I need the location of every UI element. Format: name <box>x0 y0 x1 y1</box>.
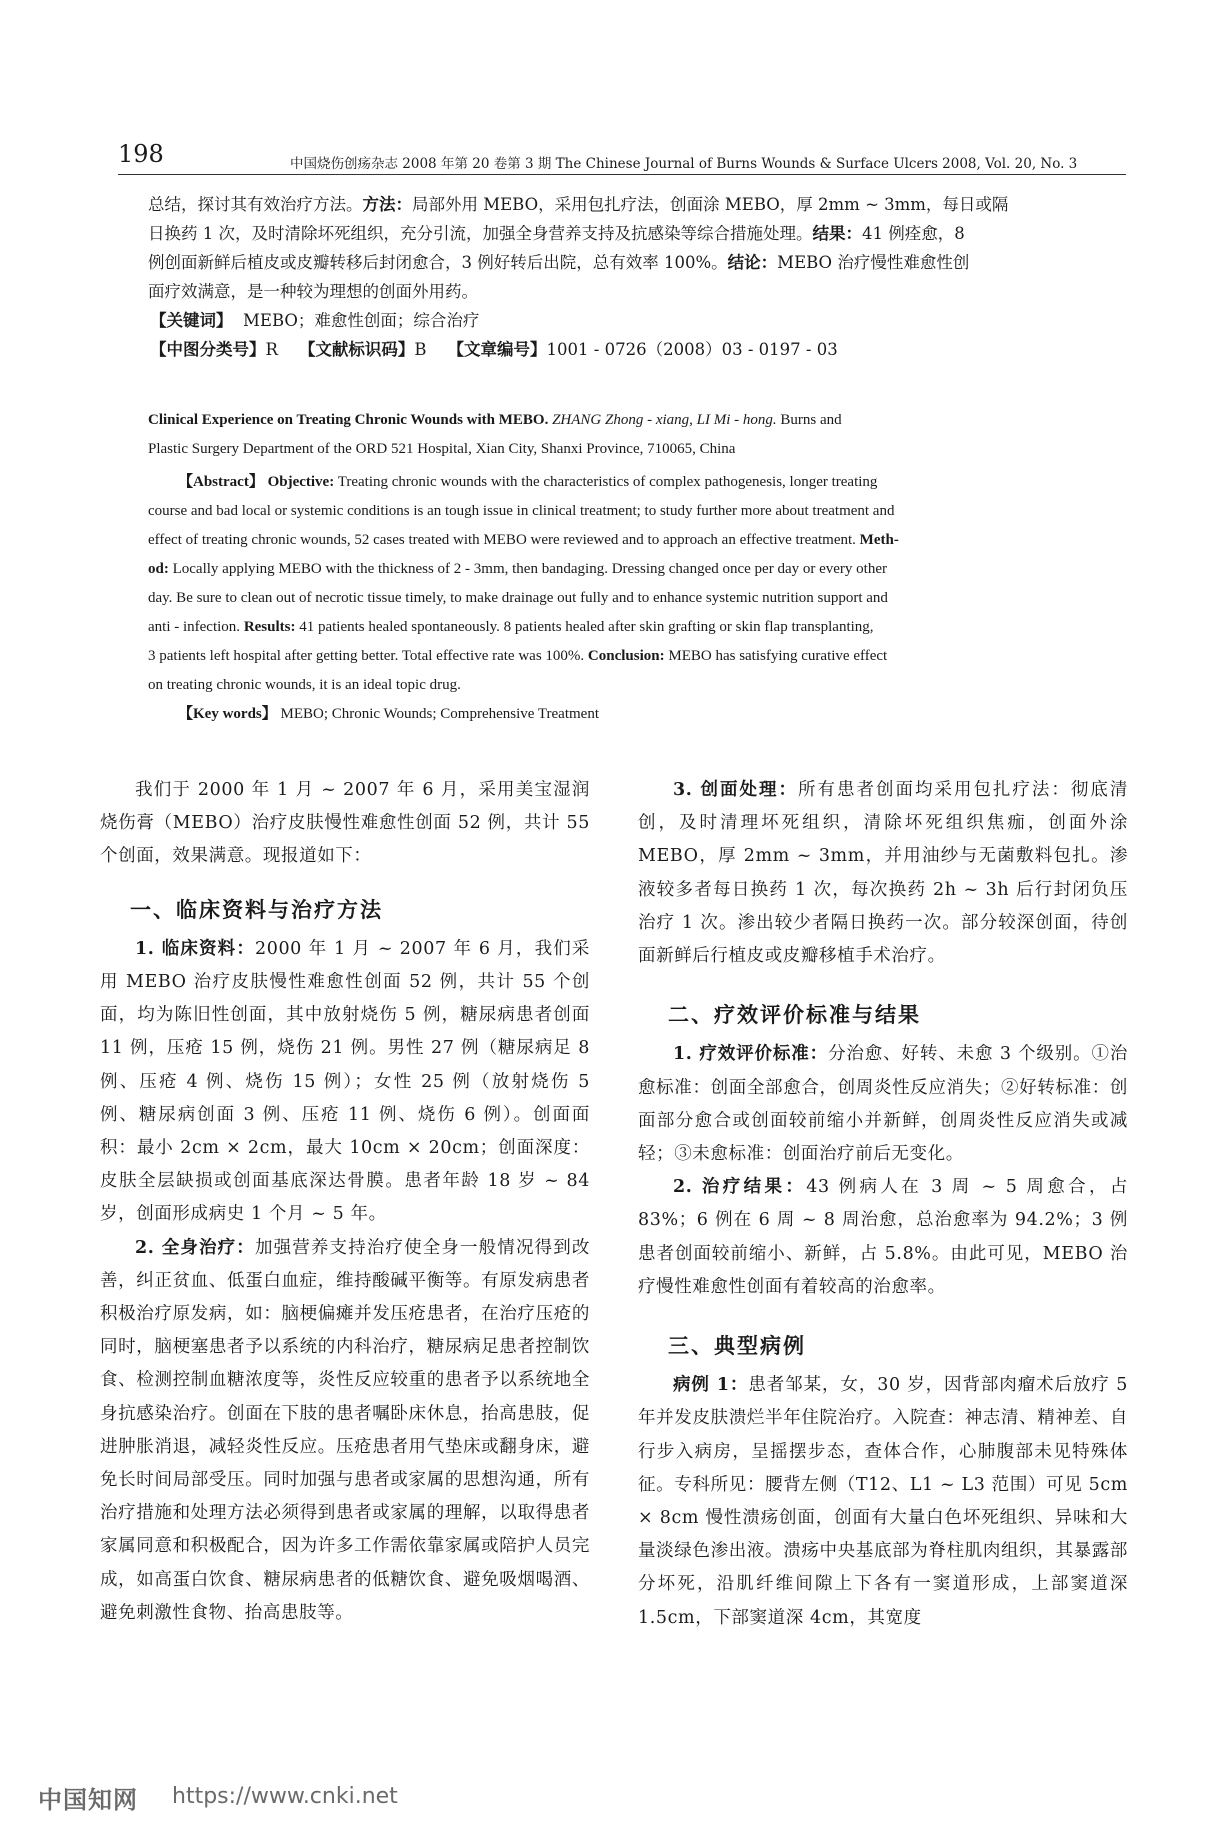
case-1-label: 病例 1： <box>673 1375 749 1396</box>
cnki-url: https://www.cnki.net <box>172 1784 398 1809</box>
english-abstract-line: on treating chronic wounds, it is an ideal topic drug. <box>148 677 461 693</box>
keywords-label-en: 【Key words】 <box>178 706 277 722</box>
abstract-zh-line: 例创面新鲜后植皮或皮瓣转移后封闭愈合，3 例好转后出院，总有效率 100%。结论：MEBO 治疗慢性难愈性创 <box>148 253 970 272</box>
english-authors: ZHANG Zhong - xiang, LI Mi - hong. <box>552 412 777 428</box>
abstract-zh <box>148 190 1108 306</box>
results-label: Results: <box>243 619 296 635</box>
paragraph-case-1: 病例 1：患者邹某，女，30 岁，因背部肉瘤术后放疗 5 年并发皮肤溃烂半年住院治疗。入院查：神志清、精神差、自行步入病房，呈摇摆步态，查体合作，心肺腹部未见特殊体征。专科所见：腰背左侧（T12、L1 ~ L3 范围）可见 5cm × 8cm 慢性溃疡创面，创面有大量白色坏死组织、异味和大量淡绿色渗出液。溃疡中央基底部为脊柱肌肉组织，其暴露部分坏死，沿肌纤维间隙上下各有一窦道形成，上部窦道深 1.5cm，下部窦道深 4cm，其宽度 <box>638 1375 1128 1628</box>
clinical-data-label: 1. 临床资料： <box>135 938 255 959</box>
abstract-zh-line: 面疗效满意，是一种较为理想的创面外用药。 <box>148 282 478 301</box>
section-heading-3: 三、典型病例 <box>668 1334 806 1359</box>
intro-paragraph: 我们于 2000 年 1 月 ~ 2007 年 6 月，采用美宝湿润烧伤膏（MEBO）治疗皮肤慢性难愈性创面 52 例，共计 55 个创面，效果满意。现报道如下： <box>100 780 590 867</box>
cnki-logo: 中国知网 <box>38 1786 138 1814</box>
section-heading-2: 二、疗效评价标准与结果 <box>668 1003 921 1028</box>
english-abstract-line: course and bad local or systemic conditions is an tough issue in clinical treatment; to study further more about treatment and <box>148 503 895 519</box>
paragraph-systemic-treatment: 2. 全身治疗：加强营养支持治疗使全身一般情况得到改善，纠正贫血、低蛋白血症，维持酸碱平衡等。有原发病患者积极治疗原发病，如：脑梗偏瘫并发压疮患者，在治疗压疮的同时，脑梗塞患者予以系统的内科治疗，糖尿病足患者控制饮食、检测控制血糖浓度等，炎性反应较重的患者予以系统地全身抗感染治疗。创面在下肢的患者嘱卧床休息，抬高患肢，促进肿胀消退，减轻炎性反应。压疮患者用气垫床或翻身床，避免长时间局部受压。同时加强与患者或家属的思想沟通，所有治疗措施和处理方法必须得到患者或家属的理解，以取得患者家属同意和积极配合，因为许多工作需依靠家属或陪护人员完成，如高蛋白饮食、糖尿病患者的低糖饮食、避免吸烟喝酒、避免刺激性食物、抬高患肢等。 <box>100 1237 590 1623</box>
paragraph-wound-care: 3. 创面处理：所有患者创面均采用包扎疗法：彻底清创，及时清理坏死组织，清除坏死组织焦痂，创面外涂 MEBO，厚 2mm ~ 3mm，并用油纱与无菌敷料包扎。渗液较多者每日换药 1 次，每次换药 2h ~ 3h 后行封闭负压治疗 1 次。渗出较少者隔日换药一次。部分较深创面，待创面新鲜后行植皮或皮瓣移植手术治疗。 <box>638 780 1128 967</box>
english-abstract-line: 3 patients left hospital after getting better. Total effective rate was 100%. Conclusion: MEBO has satisfying curative effect <box>148 648 888 664</box>
doc-code-label: 【文献标识码】 <box>298 340 415 359</box>
english-keywords <box>148 700 1110 729</box>
method-label: 方法： <box>362 195 412 214</box>
abstract-zh-line: 总结，探讨其有效治疗方法。方法：局部外用 MEBO，采用包扎疗法，创面涂 MEBO，厚 2mm ~ 3mm，每日或隔 <box>148 195 1009 214</box>
conclusion-label-en: Conclusion: <box>587 648 665 664</box>
english-abstract-line: effect of treating chronic wounds, 52 cases treated with MEBO were reviewed and to approach an effective treatment. Meth- <box>148 532 899 548</box>
article-number-value: 1001 - 0726（2008）03 - 0197 - 03 <box>546 340 838 359</box>
objective-label: Objective: <box>267 474 335 490</box>
keywords-label: 【关键词】 <box>150 311 233 330</box>
page-number: 198 <box>118 140 164 168</box>
results-label-zh: 2. 治疗结果： <box>673 1177 807 1198</box>
english-affiliation: Plastic Surgery Department of the ORD 521 Hospital, Xian City, Shanxi Province, 710065, China <box>148 441 736 457</box>
result-label: 结果： <box>812 224 862 243</box>
keywords-value-en: MEBO; Chronic Wounds; Comprehensive Treatment <box>280 706 600 722</box>
criteria-label: 1. 疗效评价标准： <box>673 1044 829 1065</box>
left-column <box>100 774 590 1630</box>
systemic-treatment-label: 2. 全身治疗： <box>135 1237 255 1258</box>
classification-line <box>150 335 838 364</box>
wound-care-label: 3. 创面处理： <box>673 780 799 800</box>
conclusion-label: 结论： <box>727 253 778 272</box>
doc-code-value: B <box>414 340 427 359</box>
abstract-zh-line: 日换药 1 次，及时清除坏死组织，充分引流，加强全身营养支持及抗感染等综合措施处理。结果：41 例痊愈，8 <box>148 224 965 243</box>
keywords-zh <box>150 306 479 335</box>
paragraph-criteria: 1. 疗效评价标准：分治愈、好转、未愈 3 个级别。①治愈标准：创面全部愈合，创周炎性反应消失；②好转标准：创面部分愈合或创面较前缩小并新鲜，创周炎性反应消失或减轻；③未愈标准：创面治疗前后无变化。 <box>638 1044 1128 1165</box>
english-abstract <box>148 406 1110 729</box>
english-title-line: Clinical Experience on Treating Chronic Wounds with MEBO. ZHANG Zhong - xiang, LI Mi - hong. Burns and <box>148 412 842 428</box>
running-head: 中国烧伤创疡杂志 2008 年第 20 卷第 3 期 The Chinese Journal of Burns Wounds & Surface Ulcers 2008, Vol. 20, No. 3 <box>290 156 1078 172</box>
header-rule <box>118 174 1126 175</box>
abstract-label: 【Abstract】 <box>178 474 264 490</box>
english-title: Clinical Experience on Treating Chronic Wounds with MEBO. <box>148 412 549 428</box>
paragraph-clinical-data: 1. 临床资料：2000 年 1 月 ~ 2007 年 6 月，我们采用 MEBO 治疗皮肤慢性难愈性创面 52 例，共计 55 个创面，均为陈旧性创面，其中放射烧伤 5 例，糖尿病患者创面 11 例，压疮 15 例，烧伤 21 例。男性 27 例（糖尿病足 8 例、压疮 4 例、烧伤 15 例）；女性 25 例（放射烧伤 5 例、糖尿病创面 3 例、压疮 11 例、烧伤 6 例）。创面面积：最小 2cm × 2cm，最大 10cm × 20cm；创面深度：皮肤全层缺损或创面基底深达骨膜。患者年龄 18 岁 ~ 84 岁，创面形成病史 1 个月 ~ 5 年。 <box>100 938 590 1225</box>
paragraph-results: 2. 治疗结果：43 例病人在 3 周 ~ 5 周愈合，占 83%；6 例在 6 周 ~ 8 周治愈，总治愈率为 94.2%；3 例患者创面较前缩小、新鲜，占 5.8%。由此可见，MEBO 治疗慢性难愈性创面有着较高的治愈率。 <box>638 1177 1128 1297</box>
english-abstract-line: anti - infection. Results: 41 patients healed spontaneously. 8 patients healed after skin grafting or skin flap transplanting, <box>148 619 874 635</box>
right-column <box>638 774 1128 1635</box>
english-abstract-line: 【Abstract】 Objective: Treating chronic wounds with the characteristics of complex pathogenesis, longer treating <box>178 474 878 490</box>
clc-label: 【中图分类号】 <box>150 340 266 359</box>
clc-value: R <box>265 340 278 359</box>
article-number-label: 【文章编号】 <box>447 340 547 359</box>
english-abstract-line: od: Locally applying MEBO with the thickness of 2 - 3mm, then bandaging. Dressing changed once per day or every other <box>148 561 887 577</box>
english-abstract-line: day. Be sure to clean out of necrotic tissue timely, to make drainage out fully and to enhance systemic nutrition support and <box>148 590 888 606</box>
keywords-value: MEBO；难愈性创面；综合治疗 <box>243 311 480 330</box>
section-heading-1: 一、临床资料与治疗方法 <box>130 897 383 922</box>
